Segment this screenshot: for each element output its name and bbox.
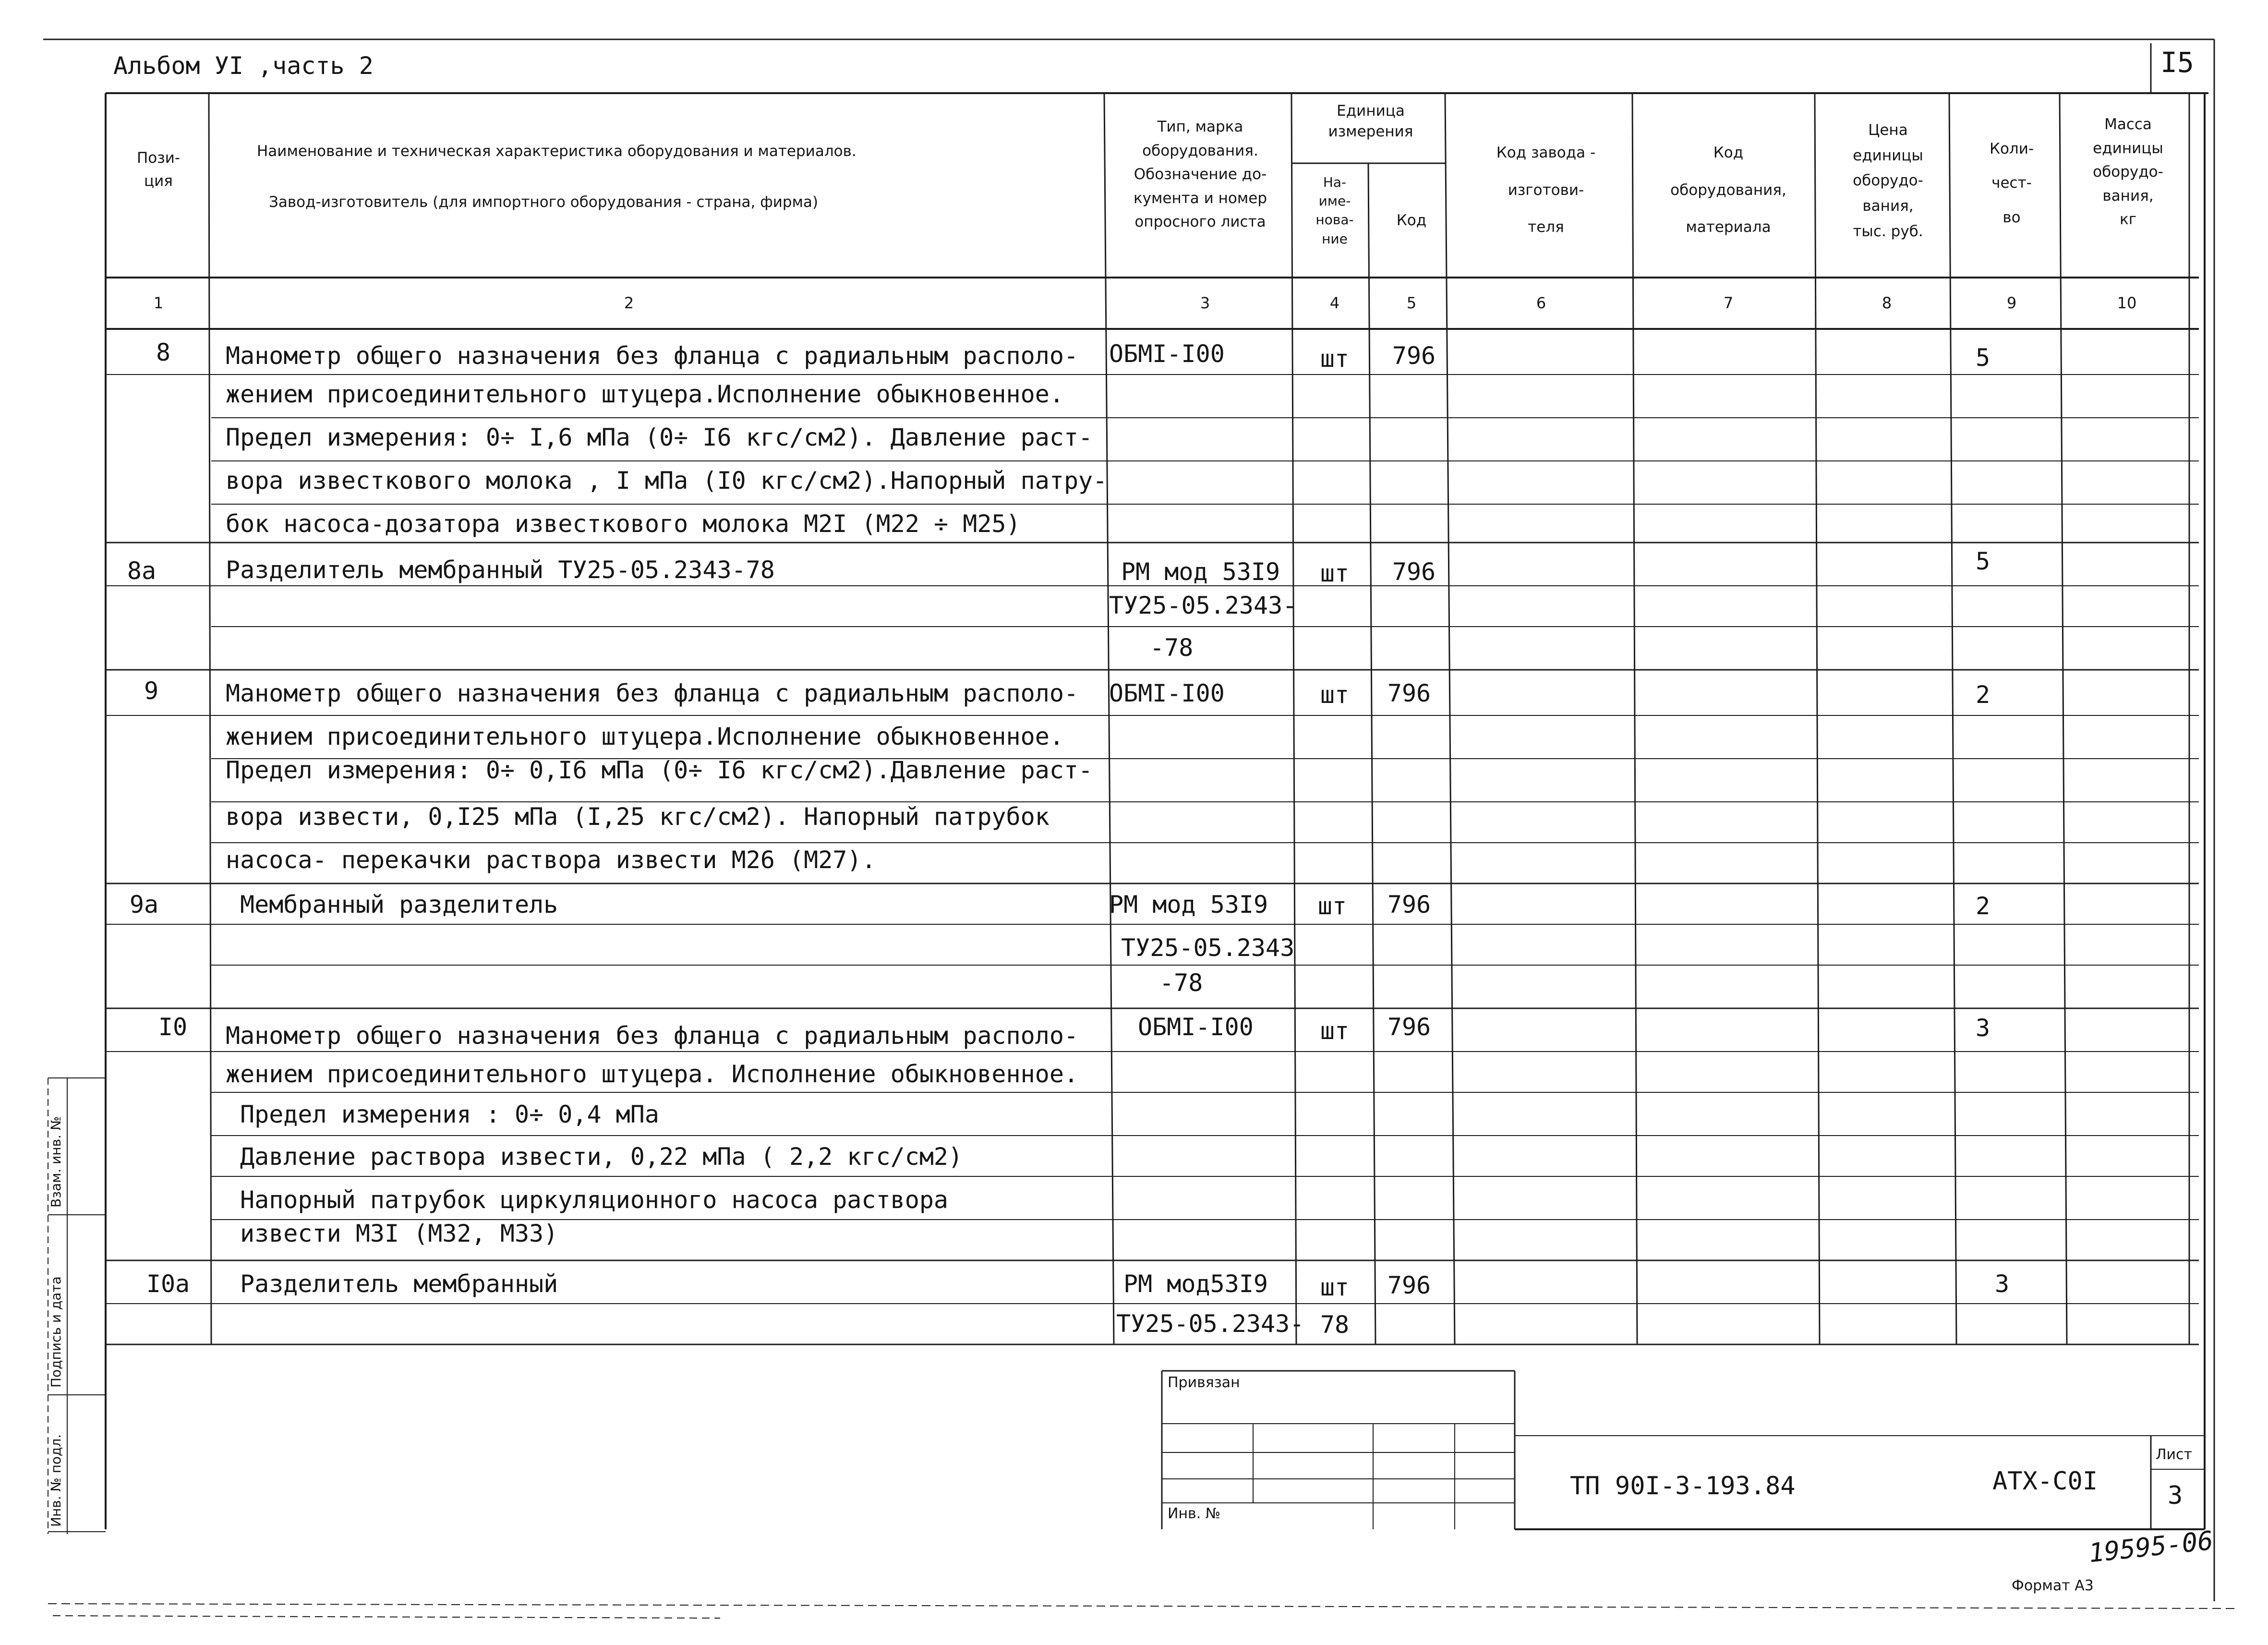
header-unit-code: Код bbox=[1396, 212, 1427, 229]
sidebar-label-original: Инв. № подл. bbox=[48, 1434, 64, 1527]
unit-name: шт bbox=[1320, 681, 1350, 709]
description-line: вора извести, 0,I25 мПа (I,25 кгс/см2). Напорный патрубок bbox=[226, 803, 1050, 831]
description-line: Мембранный разделитель bbox=[240, 891, 558, 919]
unit-code: 796 bbox=[1387, 891, 1431, 919]
description-line: бок насоса-дозатора известкового молока М2I (М22 ÷ М25) bbox=[226, 510, 1021, 538]
column-number: 1 bbox=[153, 294, 164, 312]
column-number: 6 bbox=[1536, 294, 1546, 312]
column-number: 2 bbox=[624, 294, 634, 312]
header-position: Пози- ция bbox=[136, 149, 181, 190]
description-line: жением присоединительного штуцера.Исполнение обыкновенное. bbox=[226, 723, 1064, 750]
header-equipment-code: Код оборудования, материала bbox=[1670, 144, 1786, 236]
header-mass: Масса единицы оборудо- вания, кг bbox=[2093, 116, 2163, 229]
sidebar-label-signature: Подпись и дата bbox=[48, 1276, 64, 1388]
type-mark: -78 bbox=[1159, 969, 1203, 997]
type-mark: ТУ25-05.2343 bbox=[1121, 934, 1295, 962]
description-line: Манометр общего назначения без фланца с радиальным располо- bbox=[226, 1022, 1079, 1050]
handwritten-number: 19595-06 bbox=[2087, 1525, 2215, 1569]
unit-name: шт bbox=[1320, 1017, 1350, 1045]
description-line: Разделитель мембранный bbox=[240, 1270, 558, 1298]
unit-code: 796 bbox=[1387, 679, 1431, 707]
document-code: АТХ-С0I bbox=[1992, 1467, 2098, 1496]
column-number: 8 bbox=[1882, 294, 1892, 312]
table-row-position: 8а bbox=[127, 557, 157, 585]
description-line: извести М3I (М32, М33) bbox=[240, 1220, 558, 1247]
column-number: 5 bbox=[1406, 294, 1417, 312]
description-line: Разделитель мембранный ТУ25-05.2343-78 bbox=[226, 556, 775, 584]
unit-name-extra: 78 bbox=[1320, 1311, 1350, 1339]
quantity: 3 bbox=[1975, 1014, 1991, 1042]
stamp-bound-label: Привязан bbox=[1168, 1374, 1240, 1391]
quantity: 5 bbox=[1975, 344, 1991, 372]
sheet-number: 3 bbox=[2168, 1481, 2183, 1510]
type-mark: ОБМI-I00 bbox=[1109, 340, 1225, 368]
type-mark: ОБМI-I00 bbox=[1138, 1013, 1254, 1041]
header-quantity: Коли- чест- во bbox=[1989, 140, 2034, 226]
description-line: Манометр общего назначения без фланца с радиальным располо- bbox=[226, 342, 1079, 370]
type-mark: ТУ25-05.2343- bbox=[1116, 1310, 1304, 1338]
unit-name: шт bbox=[1320, 559, 1350, 587]
sheet-corner-number: I5 bbox=[2160, 46, 2194, 79]
unit-code: 796 bbox=[1387, 1271, 1431, 1299]
format-label: Формат А3 bbox=[2012, 1577, 2094, 1594]
header-price: Цена единицы оборудо- вания, тыс. руб. bbox=[1853, 121, 1923, 240]
stamp-inventory-label: Инв. № bbox=[1168, 1505, 1221, 1522]
column-number: 9 bbox=[2006, 294, 2017, 312]
header-name-line2: Завод-изготовитель (для импортного оборудования - страна, фирма) bbox=[269, 194, 819, 211]
type-mark: РМ мод 53I9 bbox=[1121, 558, 1280, 586]
description-line: Напорный патрубок циркуляционного насоса раствора bbox=[240, 1186, 949, 1214]
table-row-position: 9а bbox=[129, 891, 159, 919]
header-type: Тип, марка оборудования. Обозначение до- кумента и номер опросного листа bbox=[1133, 118, 1267, 231]
description-line: Манометр общего назначения без фланца с радиальным располо- bbox=[226, 679, 1079, 707]
table-row-position: 8 bbox=[156, 339, 171, 366]
description-line: жением присоединительного штуцера. Исполнение обыкновенное. bbox=[226, 1060, 1079, 1088]
document-number: ТП 90I-3-193.84 bbox=[1570, 1472, 1796, 1500]
type-mark: ОБМI-I00 bbox=[1109, 679, 1225, 707]
album-title: Альбом УI ,часть 2 bbox=[113, 52, 374, 80]
column-number: 7 bbox=[1723, 294, 1734, 312]
type-mark: РМ мод53I9 bbox=[1123, 1270, 1268, 1298]
quantity: 2 bbox=[1975, 892, 1991, 920]
header-name-line1: Наименование и техническая характеристика оборудования и материалов. bbox=[257, 143, 857, 160]
table-row-position: I0 bbox=[158, 1013, 188, 1041]
quantity: 3 bbox=[1994, 1270, 2010, 1298]
description-line: Предел измерения: 0÷ I,6 мПа (0÷ I6 кгс/см2). Давление раст- bbox=[226, 423, 1093, 451]
quantity: 2 bbox=[1975, 681, 1991, 709]
table-row-position: I0а bbox=[146, 1270, 190, 1298]
column-number: 4 bbox=[1329, 294, 1340, 312]
description-line: жением присоединительного штуцера.Исполнение обыкновенное. bbox=[226, 380, 1064, 408]
header-plant-code: Код завода - изготови- теля bbox=[1496, 144, 1596, 236]
sheet-label: Лист bbox=[2156, 1446, 2193, 1463]
column-number: 3 bbox=[1200, 294, 1210, 312]
unit-code: 796 bbox=[1392, 342, 1436, 370]
description-line: Предел измерения: 0÷ 0,I6 мПа (0÷ I6 кгс/см2).Давление раст- bbox=[226, 756, 1093, 784]
description-line: насоса- перекачки раствора извести М26 (М27). bbox=[226, 846, 876, 874]
column-number: 10 bbox=[2117, 294, 2137, 312]
unit-code: 796 bbox=[1387, 1013, 1431, 1041]
header-units-group: Единица измерения bbox=[1328, 102, 1413, 141]
table-row-position: 9 bbox=[144, 677, 159, 705]
type-mark: ТУ25-05.2343- bbox=[1109, 592, 1297, 619]
header-unit-name: На- име- нова- ние bbox=[1315, 174, 1354, 247]
quantity: 5 bbox=[1975, 547, 1991, 575]
description-line: Давление раствора извести, 0,22 мПа ( 2,2 кгс/см2) bbox=[240, 1143, 963, 1171]
unit-name: шт bbox=[1320, 345, 1350, 373]
description-line: вора известкового молока , I мПа (I0 кгс/см2).Напорный патру- bbox=[226, 467, 1108, 495]
description-line: Предел измерения : 0÷ 0,4 мПа bbox=[240, 1101, 659, 1128]
unit-code: 796 bbox=[1392, 558, 1436, 586]
unit-name: шт bbox=[1320, 1273, 1350, 1301]
type-mark: -78 bbox=[1150, 634, 1194, 662]
sidebar-label-replacement: Взам. инв. № bbox=[48, 1116, 64, 1208]
unit-name: шт bbox=[1317, 892, 1347, 920]
type-mark: РМ мод 53I9 bbox=[1109, 891, 1268, 919]
